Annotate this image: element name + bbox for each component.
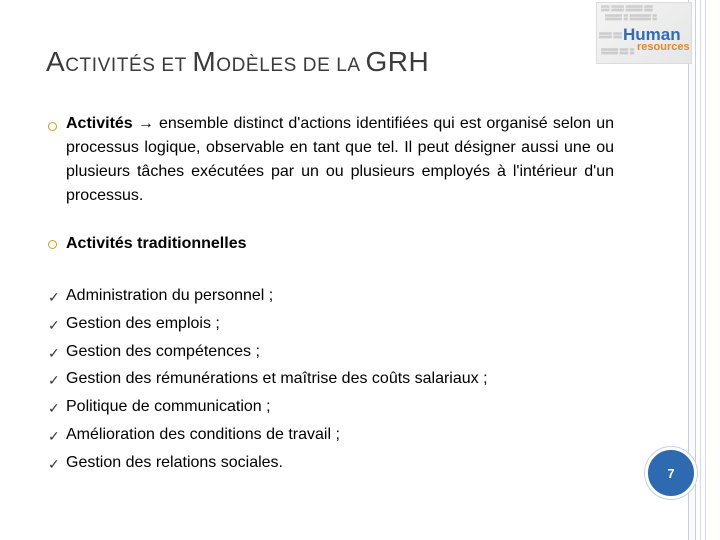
check-icon: ✓ bbox=[48, 456, 60, 472]
bullet-activities-term: Activités bbox=[66, 115, 133, 132]
check-icon: ✓ bbox=[48, 345, 60, 361]
check-icon: ✓ bbox=[48, 317, 60, 333]
check-icon: ✓ bbox=[48, 400, 60, 416]
bullet-circle-icon bbox=[48, 122, 57, 131]
check-icon: ✓ bbox=[48, 289, 60, 305]
logo-wordcloud-text: ▒▒▒▒ ▒▒ ▒ bbox=[601, 49, 635, 55]
bullet-activities bbox=[66, 112, 614, 208]
bullet-activities-definition: → ensemble distinct d'actions identifiées qui est organisé selon un processus logique, observable en tant que tel. Il peut désigner aussi une ou plusieurs tâches exécutées par un ou plusieurs employés à l'intérieur d'un processus. bbox=[66, 115, 614, 204]
logo-wordcloud-text: ▒▒▒▒ ▒ ▒▒▒▒▒ ▒ bbox=[605, 15, 657, 21]
checklist-item: Politique de communication ; bbox=[66, 398, 271, 415]
slide-title bbox=[46, 46, 429, 78]
title-part1: CTIVITÉS ET bbox=[65, 55, 193, 76]
checklist-item: Gestion des emplois ; bbox=[66, 315, 220, 332]
logo-resources-text: resources bbox=[637, 41, 690, 53]
title-part2: ODÈLES DE LA bbox=[216, 55, 366, 76]
check-icon: ✓ bbox=[48, 372, 60, 388]
logo-wordcloud-text: ▒▒▒ ▒▒ bbox=[599, 33, 622, 39]
right-decorative-line bbox=[700, 0, 706, 540]
title-cap-a: A bbox=[46, 46, 66, 77]
title-cap-m: M bbox=[192, 46, 217, 77]
bullet-traditional-activities bbox=[66, 232, 614, 256]
bullet-circle-icon bbox=[48, 240, 57, 249]
checklist-item: Administration du personnel ; bbox=[66, 287, 274, 304]
logo-human-text: Human bbox=[623, 25, 681, 44]
human-resources-logo bbox=[596, 2, 692, 64]
checklist-item: Amélioration des conditions de travail ; bbox=[66, 426, 340, 443]
logo-wordcloud-text: ▒▒ ▒▒▒ ▒▒▒▒ ▒▒ bbox=[601, 6, 653, 12]
bullet-traditional-term: Activités traditionnelles bbox=[66, 235, 247, 252]
checklist-item: Gestion des rémunérations et maîtrise des coûts salariaux ; bbox=[66, 370, 488, 387]
checklist-item: Gestion des relations sociales. bbox=[66, 454, 283, 471]
checklist-item: Gestion des compétences ; bbox=[66, 343, 260, 360]
check-icon: ✓ bbox=[48, 428, 60, 444]
page-number-badge: 7 bbox=[645, 447, 697, 499]
title-grh: GRH bbox=[365, 46, 430, 77]
